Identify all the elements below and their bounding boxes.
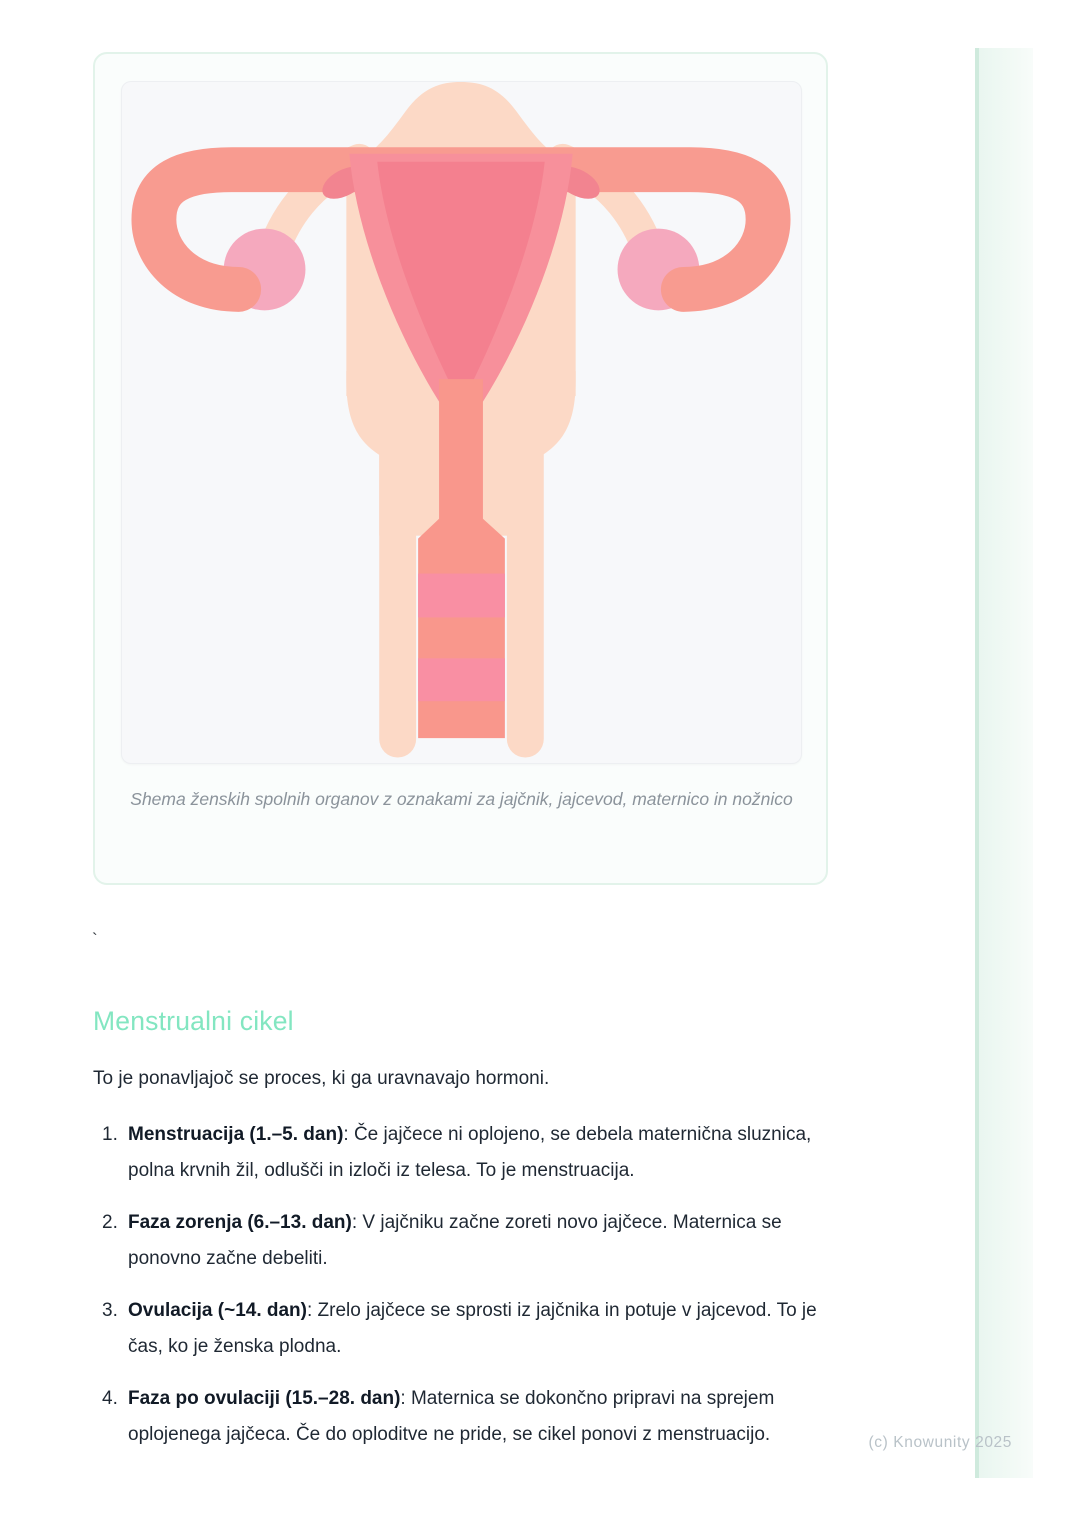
list-item-term: Ovulacija (~14. dan) <box>128 1300 307 1321</box>
list-item-text <box>128 1117 850 1188</box>
list-item <box>102 1117 850 1188</box>
figure-card <box>93 52 828 885</box>
list-item-number: 2. <box>102 1212 118 1233</box>
list-item-term: Menstruacija (1.–5. dan) <box>128 1124 344 1145</box>
list-item-text <box>128 1293 850 1364</box>
list-item-text <box>128 1381 850 1452</box>
list-item-text <box>128 1205 850 1276</box>
menstrual-phase-list <box>102 1117 850 1469</box>
list-item <box>102 1205 850 1276</box>
list-item-description: : Zrelo jajčece se sprosti iz jajčnika in potuje v jajcevod. To je čas, ko je ženska plodna. <box>128 1300 817 1357</box>
list-item-number: 4. <box>102 1388 118 1409</box>
list-item-number: 1. <box>102 1124 118 1145</box>
list-item <box>102 1381 850 1452</box>
list-item-term: Faza po ovulaciji (15.–28. dan) <box>128 1388 401 1409</box>
list-item-description: : Maternica se dokončno pripravi na sprejem oplojenega jajčeca. Če do oploditve ne pride, se cikel ponovi z menstruacijo. <box>128 1388 775 1445</box>
list-item <box>102 1293 850 1364</box>
copyright-watermark: (c) Knowunity 2025 <box>868 1434 1012 1451</box>
list-item-number: 3. <box>102 1300 118 1321</box>
list-item-term: Faza zorenja (6.–13. dan) <box>128 1212 352 1233</box>
figure-image-panel <box>121 81 802 764</box>
right-accent-bar <box>975 48 1033 1478</box>
list-item-description: : V jajčniku začne zoreti novo jajčece. Maternica se ponovno začne debeliti. <box>128 1212 782 1269</box>
stray-backtick-character: ` <box>92 930 98 949</box>
female-reproductive-system-illustration <box>122 82 801 763</box>
figure-caption: Shema ženskih spolnih organov z oznakami za jajčnik, jajcevod, maternico in nožnico <box>130 789 793 809</box>
list-item-description: : Če jajčece ni oplojeno, se debela maternična sluznica, polna krvnih žil, odlušči in izloči iz telesa. To je menstruacija. <box>128 1124 812 1181</box>
intro-paragraph: To je ponavljajoč se proces, ki ga uravnavajo hormoni. <box>93 1068 550 1089</box>
section-heading: Menstrualni cikel <box>93 1006 294 1036</box>
